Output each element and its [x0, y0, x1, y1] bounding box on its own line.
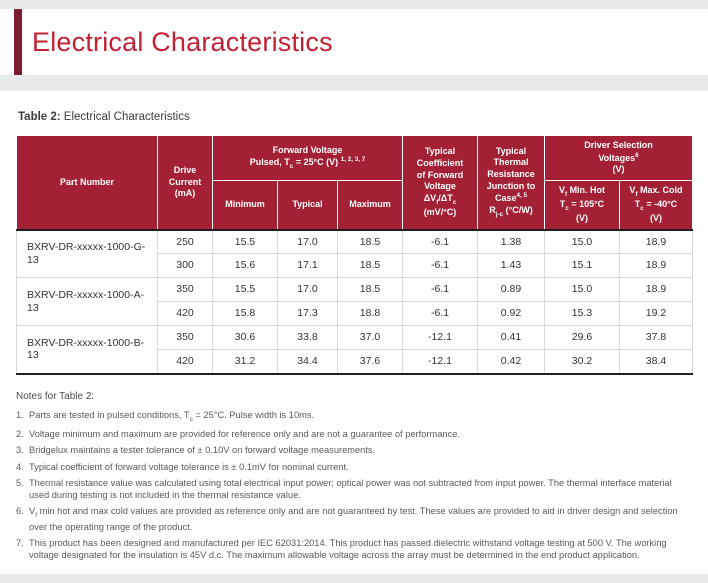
table-cell: 1.38	[478, 230, 545, 254]
table-cell: 38.4	[620, 350, 693, 374]
drive-current-cell: 250	[158, 230, 213, 254]
drive-current-cell: 350	[158, 278, 213, 302]
table-cell: 17.1	[278, 254, 338, 278]
note-number: 5.	[16, 477, 24, 488]
table-cell: 15.5	[213, 230, 278, 254]
table-cell: 17.3	[278, 302, 338, 326]
page-header	[0, 9, 708, 75]
table-cell: 30.6	[213, 326, 278, 350]
header-cell-vf-min-hot: $V_f$ Min. Hot $T_c = 105^\circ C$ (V)	[545, 181, 620, 230]
note-item	[16, 428, 692, 440]
table-cell: 0.42	[478, 350, 545, 374]
table-cell: 31.2	[213, 350, 278, 374]
table-cell: 18.9	[620, 254, 693, 278]
note-item	[16, 505, 692, 533]
drive-current-cell: 420	[158, 302, 213, 326]
note-text: Bridgelux maintains a tester tolerance of ± 0.10V on forward voltage measurements.	[29, 445, 376, 456]
table-cell: -12.1	[403, 350, 478, 374]
header-cell-coefficient: Typical Coefficient of Forward Voltage $\Delta V_f/\Delta T_c$ (mV/°C)	[403, 136, 478, 230]
table-cell: 33.8	[278, 326, 338, 350]
table-caption-label: Table 2:	[18, 111, 61, 123]
table-cell: 0.89	[478, 278, 545, 302]
header-accent-bar	[14, 9, 22, 75]
table-cell: 18.9	[620, 230, 693, 254]
page-title: Electrical Characteristics	[32, 26, 333, 57]
header-cell-typical: Typical	[278, 181, 338, 230]
table-row	[17, 326, 693, 350]
table-cell: 0.41	[478, 326, 545, 350]
table-cell: 18.5	[338, 254, 403, 278]
notes-section	[16, 391, 692, 562]
part-number-cell: BXRV-DR-xxxxx-1000-B-13	[17, 326, 158, 374]
table-cell: -6.1	[403, 302, 478, 326]
part-number-cell: BXRV-DR-xxxxx-1000-G-13	[17, 230, 158, 278]
table-cell: 15.6	[213, 254, 278, 278]
table-cell: 17.0	[278, 278, 338, 302]
header-cell-drive-current: Drive Current (mA)	[158, 136, 213, 230]
note-item	[16, 444, 692, 456]
table-cell: 15.8	[213, 302, 278, 326]
header-cell-forward-voltage: Forward Voltage Pulsed, $T_c = 25^\circ C$ (V) $^{1, 2, 3, 7}$	[213, 136, 403, 181]
table-cell: 15.1	[545, 254, 620, 278]
header-cell-thermal-resistance: Typical Thermal Resistance Junction to Case$^{4, 5}$ $R_{j-c}$ (°C/W)	[478, 136, 545, 230]
note-text: $V_f$ min hot and max cold values are provided as reference only and are not guaranteed by test. These values are provided to aid in driver design and selection over the operating range of the product.	[29, 506, 678, 532]
note-text: Thermal resistance value was calculated using total electrical input power; optical power was not subtracted from input power. The thermal interface material used during testing is not included in the thermal resistance value.	[29, 477, 672, 501]
drive-current-cell: 350	[158, 326, 213, 350]
table-cell: 18.9	[620, 278, 693, 302]
header-cell-vf-max-cold: $V_f$ Max. Cold $T_c = -40^\circ C$ (V)	[620, 181, 693, 230]
note-item	[16, 537, 692, 562]
table-cell: 19.2	[620, 302, 693, 326]
header-cell-minimum: Minimum	[213, 181, 278, 230]
table-cell: 34.4	[278, 350, 338, 374]
table-cell: 15.0	[545, 230, 620, 254]
note-number: 2.	[16, 429, 24, 440]
drive-current-cell: 420	[158, 350, 213, 374]
table-cell: -6.1	[403, 278, 478, 302]
table-cell: -6.1	[403, 254, 478, 278]
note-number: 3.	[16, 445, 24, 456]
notes-title: Notes for Table 2:	[16, 390, 95, 402]
note-item	[16, 461, 692, 473]
table-cell: 0.92	[478, 302, 545, 326]
note-number: 1.	[16, 409, 24, 420]
header-cell-driver-selection: Driver Selection Voltages$^6$ (V)	[545, 136, 693, 181]
note-item	[16, 409, 692, 424]
header-cell-part-number: Part Number	[17, 136, 158, 230]
table-cell: 15.3	[545, 302, 620, 326]
note-item	[16, 477, 692, 502]
table-caption	[18, 111, 692, 123]
table-cell: 17.0	[278, 230, 338, 254]
table-cell: 18.8	[338, 302, 403, 326]
header-cell-maximum: Maximum	[338, 181, 403, 230]
datasheet-page	[0, 9, 708, 574]
table-cell: 37.6	[338, 350, 403, 374]
table-cell: 15.0	[545, 278, 620, 302]
note-text: Typical coefficient of forward voltage tolerance is ± 0.1mV for nominal current.	[29, 461, 349, 472]
table-cell: 18.5	[338, 230, 403, 254]
part-number-cell: BXRV-DR-xxxxx-1000-A-13	[17, 278, 158, 326]
table-cell: -12.1	[403, 326, 478, 350]
table-cell: -6.1	[403, 230, 478, 254]
table-cell: 15.5	[213, 278, 278, 302]
table-cell: 37.8	[620, 326, 693, 350]
table-caption-text: Electrical Characteristics	[60, 111, 190, 123]
note-text: Voltage minimum and maximum are provided for reference only and are not a guarantee of performance.	[29, 429, 460, 440]
table-cell: 30.2	[545, 350, 620, 374]
table-header	[17, 136, 693, 230]
table-cell: 37.0	[338, 326, 403, 350]
note-number: 4.	[16, 461, 24, 472]
table-cell: 29.6	[545, 326, 620, 350]
electrical-characteristics-table	[16, 135, 693, 375]
content-area	[0, 91, 708, 574]
drive-current-cell: 300	[158, 254, 213, 278]
table-row	[17, 230, 693, 254]
table-body	[17, 230, 693, 374]
table-row	[17, 278, 693, 302]
note-text: Parts are tested in pulsed conditions, $T_c = 25^\circ C$. Pulse width is 10ms.	[29, 409, 315, 423]
note-number: 7.	[16, 538, 24, 549]
table-cell: 18.5	[338, 278, 403, 302]
table-cell: 1.43	[478, 254, 545, 278]
note-text: This product has been designed and manufactured per IEC 62031:2014. This product has passed dielectric withstand voltage testing at 500 V. The working voltage designated for the insulation is 45V d.c. The maximum allowable voltage across the array must be determined in the end product application.	[29, 538, 667, 561]
note-number: 6.	[16, 506, 24, 517]
